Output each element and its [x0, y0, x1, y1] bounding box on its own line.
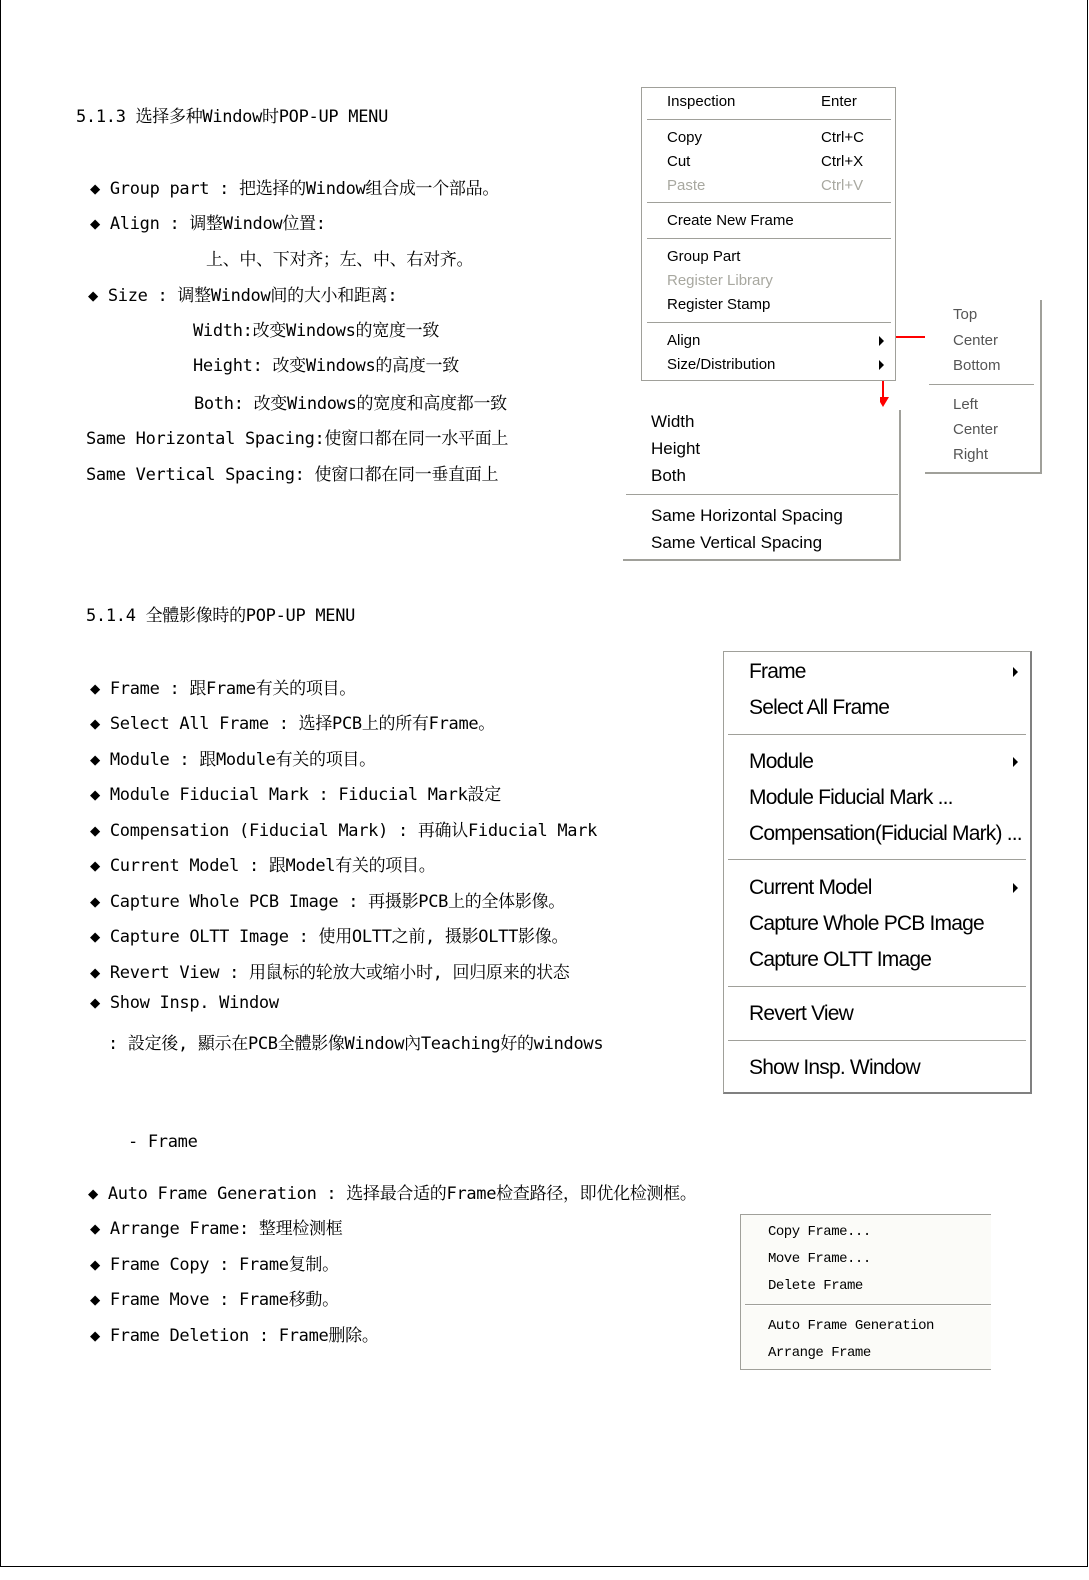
- submenu-item-center-vertical[interactable]: Center: [953, 332, 999, 349]
- size-distribution-submenu: [623, 410, 901, 561]
- menu-item-cut[interactable]: Cut: [667, 153, 691, 170]
- desc-current-model: ◆ Current Model : 跟Model有关的项目。: [90, 856, 436, 876]
- menu-item-create-new-frame[interactable]: Create New Frame: [667, 212, 794, 229]
- submenu-item-same-horizontal-spacing[interactable]: Same Horizontal Spacing: [651, 506, 843, 525]
- section-heading-5-1-4: 5.1.4 全體影像時的POP-UP MENU: [86, 606, 356, 626]
- frame-submenu: [740, 1214, 991, 1370]
- desc-show-insp-window-detail: : 設定後, 顯示在PCB全體影像Window內Teaching好的windows: [108, 1034, 604, 1054]
- desc-capture-oltt: ◆ Capture OLTT Image : 使用OLTT之前, 摄影OLTT影像。: [90, 927, 569, 947]
- menu-separator: [728, 986, 1026, 988]
- menu-item-compensation[interactable]: Compensation(Fiducial Mark) ...: [749, 822, 1022, 845]
- desc-arrange-frame: ◆ Arrange Frame: 整理检测框: [90, 1219, 343, 1239]
- submenu-item-center-horizontal[interactable]: Center: [953, 421, 999, 438]
- align-submenu: [925, 300, 1042, 474]
- menu-separator: [728, 734, 1026, 736]
- frame-subheading: - Frame: [128, 1132, 198, 1152]
- desc-compensation: ◆ Compensation (Fiducial Mark) : 再确认Fiducial Mark: [90, 821, 598, 841]
- menu-separator: [728, 859, 1026, 861]
- menu-item-capture-oltt-image[interactable]: Capture OLTT Image: [749, 948, 932, 971]
- menu-item-move-frame[interactable]: Move Frame...: [768, 1251, 871, 1267]
- menu-separator: [647, 119, 891, 121]
- shortcut-copy: Ctrl+C: [821, 129, 864, 146]
- menu-item-inspection[interactable]: Inspection: [667, 93, 736, 110]
- desc-group-part: ◆ Group part : 把选择的Window组合成一个部品。: [90, 179, 500, 199]
- menu-item-paste: Paste: [667, 177, 706, 194]
- desc-same-horizontal: Same Horizontal Spacing:使窗口都在同一水平面上: [86, 429, 509, 449]
- menu-separator: [647, 322, 891, 324]
- desc-module-fiducial-mark: ◆ Module Fiducial Mark : Fiducial Mark設定: [90, 785, 501, 805]
- menu-separator: [929, 384, 1034, 386]
- menu-item-arrange-frame[interactable]: Arrange Frame: [768, 1345, 871, 1361]
- submenu-item-both[interactable]: Both: [651, 466, 686, 485]
- menu-separator: [647, 238, 891, 240]
- shortcut-paste: Ctrl+V: [821, 177, 864, 194]
- menu-item-register-library: Register Library: [667, 272, 773, 289]
- desc-height: Height: 改变Windows的高度一致: [193, 356, 459, 376]
- menu-item-revert-view[interactable]: Revert View: [749, 1002, 854, 1025]
- menu-item-size-distribution[interactable]: Size/Distribution: [667, 356, 776, 373]
- desc-frame-move: ◆ Frame Move : Frame移動。: [90, 1290, 339, 1310]
- desc-revert-view: ◆ Revert View : 用鼠标的轮放大或缩小时, 回归原来的状态: [90, 963, 570, 983]
- shortcut-cut: Ctrl+X: [821, 153, 864, 170]
- menu-separator: [745, 1304, 991, 1306]
- submenu-item-right[interactable]: Right: [953, 446, 989, 463]
- menu-separator: [728, 1040, 1026, 1042]
- desc-same-vertical: Same Vertical Spacing: 使窗口都在同一垂直面上: [86, 465, 499, 485]
- menu-item-register-stamp[interactable]: Register Stamp: [667, 296, 771, 313]
- menu-separator: [647, 202, 891, 204]
- menu-item-capture-whole-pcb-image[interactable]: Capture Whole PCB Image: [749, 912, 984, 935]
- desc-frame-deletion: ◆ Frame Deletion : Frame删除。: [90, 1326, 379, 1346]
- submenu-arrow-icon: [1013, 883, 1018, 893]
- menu-item-select-all-frame[interactable]: Select All Frame: [749, 696, 890, 719]
- desc-width: Width:改变Windows的宽度一致: [193, 321, 440, 341]
- menu-item-align[interactable]: Align: [667, 332, 701, 349]
- desc-module: ◆ Module : 跟Module有关的项目。: [90, 750, 376, 770]
- submenu-arrow-icon: [1013, 667, 1018, 677]
- menu-separator: [626, 494, 898, 496]
- desc-size: ◆ Size : 调整Window间的大小和距离:: [88, 286, 398, 306]
- desc-show-insp-window: ◆ Show Insp. Window: [90, 993, 279, 1013]
- submenu-item-top[interactable]: Top: [953, 306, 978, 323]
- menu-item-current-model[interactable]: Current Model: [749, 876, 872, 899]
- submenu-item-same-vertical-spacing[interactable]: Same Vertical Spacing: [651, 533, 823, 552]
- desc-align: ◆ Align : 调整Window位置:: [90, 214, 326, 234]
- menu-item-auto-frame-generation[interactable]: Auto Frame Generation: [768, 1318, 934, 1334]
- submenu-item-width[interactable]: Width: [651, 412, 695, 431]
- submenu-item-height[interactable]: Height: [651, 439, 701, 458]
- menu-item-group-part[interactable]: Group Part: [667, 248, 741, 265]
- submenu-arrow-icon: [1013, 757, 1018, 767]
- submenu-item-left[interactable]: Left: [953, 396, 979, 413]
- menu-item-frame[interactable]: Frame: [749, 660, 806, 683]
- desc-frame-copy: ◆ Frame Copy : Frame复制。: [90, 1255, 339, 1275]
- desc-capture-whole-pcb: ◆ Capture Whole PCB Image : 再摄影PCB上的全体影像。: [90, 892, 565, 912]
- shortcut-inspection: Enter: [821, 93, 857, 110]
- whole-image-popup-menu: [723, 651, 1032, 1094]
- menu-item-module-fiducial-mark[interactable]: Module Fiducial Mark ...: [749, 786, 953, 809]
- desc-frame: ◆ Frame : 跟Frame有关的项目。: [90, 679, 356, 699]
- menu-item-copy[interactable]: Copy: [667, 129, 703, 146]
- menu-item-delete-frame[interactable]: Delete Frame: [768, 1278, 863, 1294]
- desc-align-detail: 上、中、下对齐；左、中、右对齐。: [206, 250, 474, 270]
- desc-both: Both: 改变Windows的宽度和高度都一致: [194, 394, 507, 414]
- menu-item-copy-frame[interactable]: Copy Frame...: [768, 1224, 871, 1240]
- submenu-item-bottom[interactable]: Bottom: [953, 357, 1001, 374]
- menu-item-module[interactable]: Module: [749, 750, 814, 773]
- desc-auto-frame-generation: ◆ Auto Frame Generation : 选择最合适的Frame检查路径，即优化检测框。: [88, 1184, 697, 1204]
- menu-item-show-insp-window[interactable]: Show Insp. Window: [749, 1056, 920, 1079]
- multi-window-popup-menu: [641, 87, 896, 381]
- desc-select-all-frame: ◆ Select All Frame : 选择PCB上的所有Frame。: [90, 714, 496, 734]
- section-heading-5-1-3: 5.1.3 选择多种Window时POP-UP MENU: [76, 107, 389, 127]
